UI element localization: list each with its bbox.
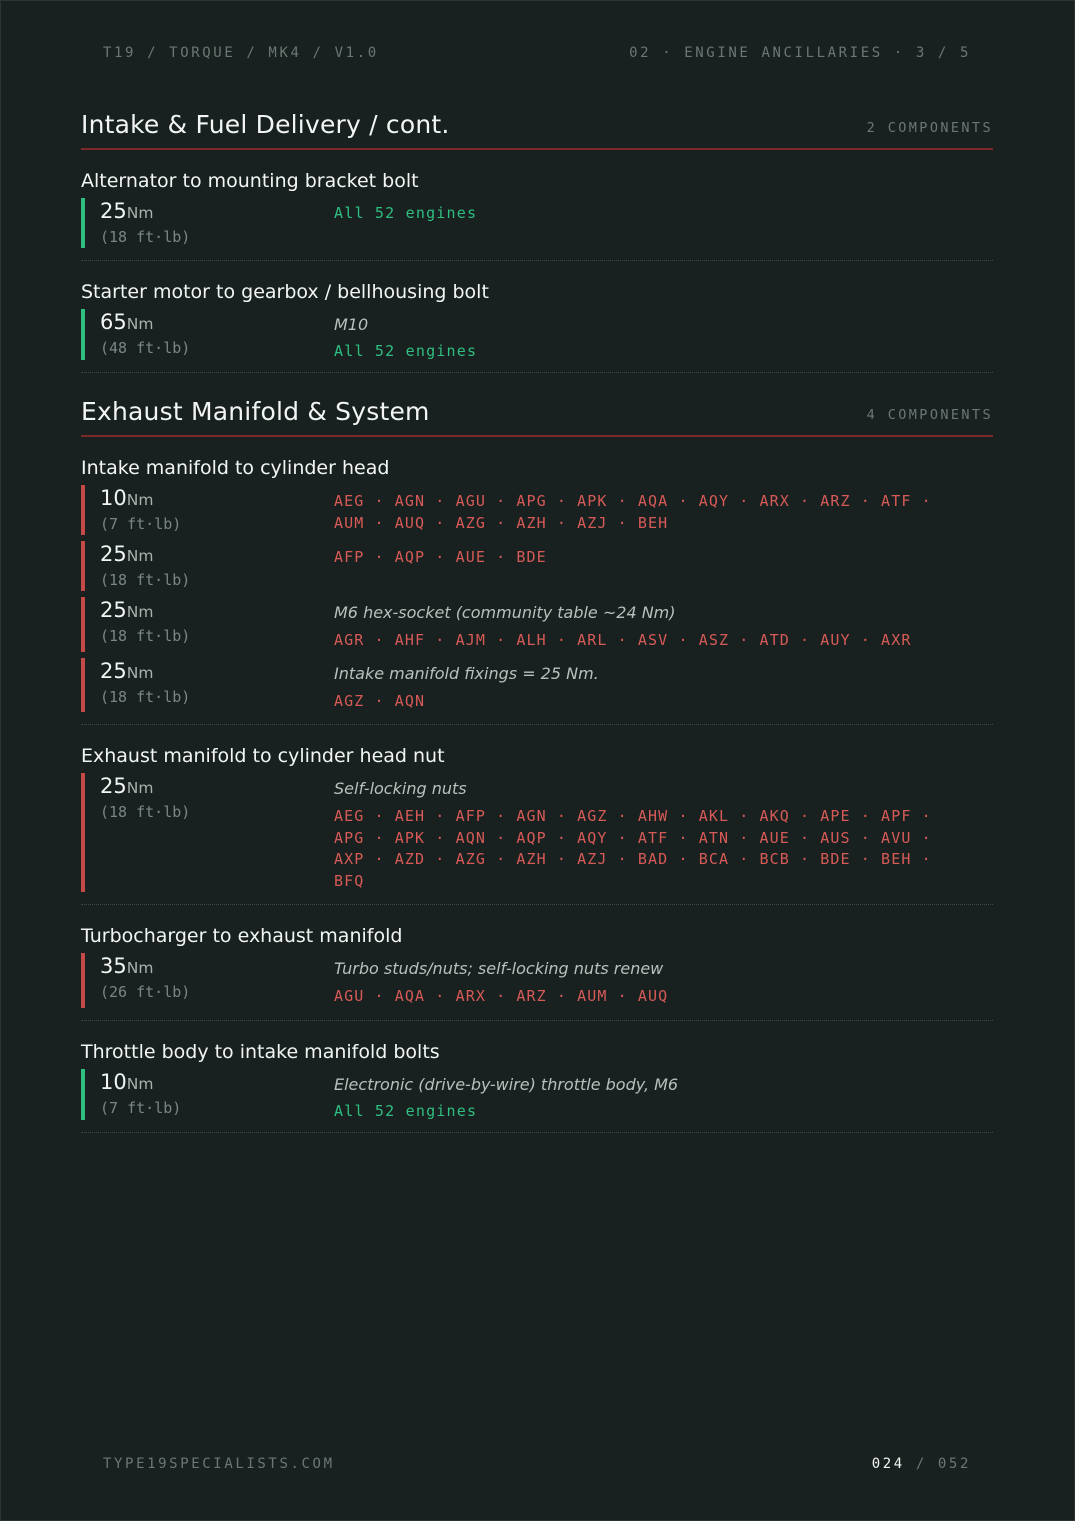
section-title: Exhaust Manifold & System [81, 397, 430, 426]
torque-spec [81, 485, 993, 535]
nm-unit: Nm [126, 959, 154, 977]
component [81, 437, 993, 725]
torque-spec [81, 1069, 993, 1120]
section [81, 110, 993, 373]
component-title: Exhaust manifold to cylinder head nut [81, 745, 445, 767]
page-total: 052 [937, 1456, 971, 1472]
doc-id: T19 / TORQUE / MK4 / V1.0 [103, 45, 379, 61]
engine-codes: AEG · AEH · AFP · AGN · AGZ · AHW · AKL · AKQ · APE · APF · APG · APK · AQN · AQP · AQY · ATF · ATN · AUE · AUS · AVU · AXP · AZD · AZG · AZH · AZJ · BAD · BCA · BCB · BDE · BEH · BFQ [334, 807, 932, 890]
page-current: 024 [871, 1456, 905, 1472]
component-title: Intake manifold to cylinder head [81, 457, 390, 479]
nm-row [100, 310, 334, 336]
torque-value [100, 773, 334, 892]
nm-value: 10 [100, 1069, 127, 1094]
ftlb-value: (26 ft·lb) [100, 983, 191, 1001]
engine-codes: AGR · AHF · AJM · ALH · ARL · ASV · ASZ · ATD · AUY · AXR [334, 631, 912, 649]
page-separator: / [904, 1456, 938, 1472]
ftlb-value: (48 ft·lb) [100, 339, 191, 357]
nm-value: 25 [100, 199, 127, 223]
engine-codes: All 52 engines [334, 1101, 478, 1120]
page-footer [103, 1456, 971, 1472]
ftlb-value: (18 ft·lb) [100, 228, 191, 246]
nm-unit: Nm [126, 491, 154, 509]
torque-spec [81, 541, 993, 591]
section-header [81, 110, 993, 150]
site-link[interactable]: TYPE19SPECIALISTS.COM [103, 1456, 335, 1472]
ftlb-value: (18 ft·lb) [100, 627, 191, 645]
spec-info [334, 309, 993, 360]
spec-note: Intake manifold fixings = 25 Nm. [334, 663, 599, 683]
ftlb-value: (18 ft·lb) [100, 571, 191, 589]
torque-value [100, 658, 334, 713]
torque-value [100, 953, 334, 1008]
nm-unit: Nm [126, 547, 154, 565]
nm-row [100, 542, 334, 568]
section-title: Intake & Fuel Delivery / cont. [81, 110, 450, 139]
ftlb-value: (18 ft·lb) [100, 687, 191, 706]
component-title: Throttle body to intake manifold bolts [81, 1040, 440, 1063]
torque-value [100, 309, 334, 360]
engine-codes: AGZ · AQN [334, 691, 426, 710]
nm-unit: Nm [126, 663, 154, 682]
nm-unit: Nm [126, 779, 154, 797]
nm-value: 25 [100, 542, 127, 566]
nm-value: 35 [100, 954, 127, 978]
torque-value [100, 541, 334, 591]
ftlb-value: (7 ft·lb) [100, 1098, 182, 1117]
spec-note: Electronic (drive-by-wire) throttle body, M6 [334, 1074, 679, 1094]
nm-value: 65 [100, 310, 127, 334]
engine-codes: AEG · AGN · AGU · APG · APK · AQA · AQY · ARX · ARZ · ATF · AUM · AUQ · AZG · AZH · AZJ · BEH [334, 492, 932, 532]
component-title: Turbocharger to exhaust manifold [81, 925, 403, 947]
spec-info [334, 198, 993, 248]
torque-spec [81, 953, 993, 1008]
spec-info [334, 773, 993, 892]
spec-info [334, 597, 993, 652]
component [81, 150, 993, 261]
nm-value: 25 [100, 658, 127, 683]
spec-note: M6 hex-socket (community table ~24 Nm) [334, 603, 676, 622]
component [81, 1021, 993, 1133]
component [81, 725, 993, 905]
nm-row [100, 954, 334, 980]
nm-value: 25 [100, 598, 127, 622]
component-title: Starter motor to gearbox / bellhousing bolt [81, 281, 489, 303]
engine-codes: AFP · AQP · AUE · BDE [334, 548, 547, 566]
spec-info [334, 953, 993, 1008]
page-header [103, 45, 971, 61]
page-number [872, 1456, 971, 1472]
spec-note: Turbo studs/nuts; self-locking nuts renew [334, 959, 664, 978]
engine-codes: All 52 engines [334, 342, 478, 360]
nm-row [100, 598, 334, 624]
torque-value [100, 485, 334, 535]
spec-info [334, 541, 993, 591]
nm-row [100, 486, 334, 512]
section-header [81, 397, 993, 437]
engine-codes: All 52 engines [334, 204, 478, 222]
nm-unit: Nm [126, 204, 154, 222]
nm-unit: Nm [126, 1074, 154, 1093]
engine-codes: AGU · AQA · ARX · ARZ · AUM · AUQ [334, 987, 669, 1005]
nm-value: 25 [100, 774, 127, 798]
nm-row [100, 1070, 334, 1096]
torque-value [100, 198, 334, 248]
spec-info [334, 485, 993, 535]
spec-info [334, 658, 993, 713]
section [81, 397, 993, 1133]
nm-row [100, 199, 334, 225]
torque-value [100, 597, 334, 652]
torque-value [100, 1069, 334, 1120]
component [81, 261, 993, 373]
spec-note: Self-locking nuts [334, 779, 467, 798]
ftlb-value: (7 ft·lb) [100, 515, 182, 533]
nm-row [100, 774, 334, 800]
nm-row [100, 659, 334, 685]
nm-value: 10 [100, 486, 127, 510]
torque-spec [81, 773, 993, 892]
torque-spec [81, 309, 993, 360]
spec-info [334, 1069, 993, 1120]
component-count: 2 COMPONENTS [866, 120, 993, 136]
ftlb-value: (18 ft·lb) [100, 803, 191, 821]
component-count: 4 COMPONENTS [866, 407, 993, 423]
component-title: Alternator to mounting bracket bolt [81, 170, 419, 192]
component [81, 905, 993, 1021]
torque-spec [81, 597, 993, 652]
chapter-indicator: 02 · ENGINE ANCILLARIES · 3 / 5 [629, 45, 971, 61]
torque-spec [81, 658, 993, 713]
nm-unit: Nm [126, 603, 154, 621]
content [81, 110, 993, 1133]
nm-unit: Nm [126, 315, 154, 333]
torque-spec [81, 198, 993, 248]
spec-note: M10 [334, 315, 369, 334]
